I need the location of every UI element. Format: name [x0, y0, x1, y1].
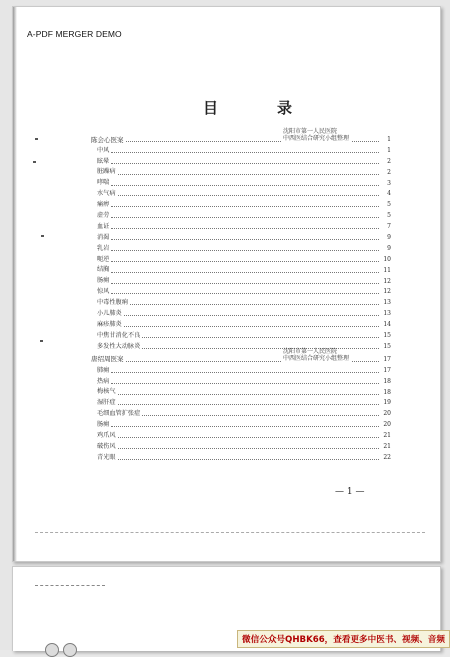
toc-entry-row[interactable] — [91, 208, 391, 219]
toc-page-number: 15 — [383, 342, 391, 350]
dot-leader — [118, 394, 379, 395]
toc-label: 脏躁病 — [97, 168, 116, 176]
dot-leader — [118, 459, 379, 460]
organization-line: 中西医结合研究小组整理 — [283, 354, 350, 362]
toc-page-number: 13 — [383, 310, 391, 318]
binding-shadow — [13, 7, 17, 561]
toc-label: 哮喘 — [97, 179, 110, 187]
scan-artifact-line — [35, 532, 425, 533]
toc-label: 肠痈 — [97, 277, 110, 285]
promo-banner: 微信公众号QHBK66，查看更多中医书、视频、音频 — [237, 630, 450, 648]
toc-label: 麻疹肺炎 — [97, 320, 122, 328]
dot-leader — [118, 404, 379, 405]
toc-section-row[interactable] — [91, 347, 391, 364]
toc-entry-row[interactable] — [91, 187, 391, 198]
scan-artifact-line — [35, 585, 105, 586]
toc-entry-row[interactable] — [91, 385, 391, 396]
toc-entry-row[interactable] — [91, 406, 391, 417]
nav-circle-icon[interactable] — [63, 643, 77, 657]
toc-entry-row[interactable] — [91, 230, 391, 241]
dot-leader — [111, 261, 379, 262]
dot-leader — [111, 283, 379, 284]
dot-leader — [111, 426, 379, 427]
toc-page-number: 22 — [383, 453, 391, 461]
toc-page-number: 12 — [383, 277, 391, 285]
toc-entry-row[interactable] — [91, 197, 391, 208]
toc-label: 痛痹 — [97, 201, 110, 209]
toc-label: 呃逆 — [97, 255, 110, 263]
dot-leader — [111, 272, 379, 273]
dot-leader — [111, 293, 379, 294]
dot-leader — [111, 228, 379, 229]
toc-entry-row[interactable] — [91, 374, 391, 385]
toc-label: 梅核气 — [97, 388, 116, 396]
toc-title: 目 录 — [203, 99, 315, 117]
toc-entry-row[interactable] — [91, 417, 391, 428]
page-number: — 1 — — [335, 487, 365, 497]
toc-label: 肺痈 — [97, 366, 110, 374]
toc-label: 中毒性腹痢 — [97, 299, 128, 307]
toc-page-number: 20 — [383, 421, 391, 429]
toc-entry-row[interactable] — [91, 263, 391, 274]
dot-leader — [111, 217, 379, 218]
toc-page-number: 2 — [387, 157, 391, 165]
toc-label: 毛细血管扩张症 — [97, 410, 141, 418]
organization-line: 沈阳市第一人民医院 — [283, 347, 338, 355]
toc-label: 破伤风 — [97, 442, 116, 450]
dot-leader — [142, 415, 379, 416]
toc-label: 多发性大动脉炎 — [97, 342, 141, 350]
toc-entry-row[interactable] — [91, 274, 391, 285]
toc-label: 湿肝症 — [97, 399, 116, 407]
toc-page-number: 7 — [387, 223, 391, 231]
dot-leader — [124, 326, 379, 327]
dot-leader — [111, 185, 379, 186]
toc-page-number: 5 — [387, 212, 391, 220]
dot-leader — [118, 174, 379, 175]
dot-leader — [118, 448, 379, 449]
document-page — [12, 6, 441, 562]
dot-leader — [111, 206, 379, 207]
dot-leader — [124, 315, 379, 316]
dot-leader — [111, 372, 379, 373]
toc-label: 鸡爪风 — [97, 431, 116, 439]
toc-organization — [281, 349, 351, 363]
toc-label: 结胸 — [97, 266, 110, 274]
toc-page-number: 20 — [383, 410, 391, 418]
toc-section-row[interactable] — [91, 130, 391, 143]
organization-line: 沈阳市第一人民医院 — [283, 128, 338, 135]
toc-entry-row[interactable] — [91, 439, 391, 450]
dot-leader — [111, 383, 379, 384]
toc-entry-row[interactable] — [91, 176, 391, 187]
toc-entry-row[interactable] — [91, 143, 391, 154]
toc-page-number: 2 — [387, 168, 391, 176]
toc-page-number: 17 — [383, 355, 391, 363]
dot-leader — [130, 304, 379, 305]
toc-label: 唐绍周医案 — [91, 355, 124, 364]
toc-label: 中风 — [97, 146, 110, 154]
toc-page-number: 19 — [383, 399, 391, 407]
toc-page-number: 10 — [383, 255, 391, 263]
toc-label: 乳岩 — [97, 244, 110, 252]
toc-entry-row[interactable] — [91, 450, 391, 461]
toc-label: 眩晕 — [97, 157, 110, 165]
toc-entry-row[interactable] — [91, 306, 391, 317]
toc-page-number: 15 — [383, 332, 391, 340]
dot-leader — [142, 337, 379, 338]
dot-leader — [111, 152, 379, 153]
toc-label: 陈会心医案 — [91, 135, 124, 144]
toc-label: 惊风 — [97, 288, 110, 296]
toc-page-number: 18 — [383, 377, 391, 385]
toc-entry-row[interactable] — [91, 396, 391, 407]
toc-page-number: 4 — [387, 190, 391, 198]
toc-entry-row[interactable] — [91, 428, 391, 439]
dot-leader — [111, 163, 379, 164]
toc-page-number: 3 — [387, 179, 391, 187]
scan-speck — [33, 161, 36, 163]
toc-label: 热病 — [97, 377, 110, 385]
merger-watermark: A-PDF MERGER DEMO — [27, 29, 122, 39]
toc-page-number: 21 — [383, 432, 391, 440]
toc-page-number: 12 — [383, 288, 391, 296]
toc-page-number: 9 — [387, 234, 391, 242]
toc-label: 虚劳 — [97, 212, 110, 220]
toc-page-number: 21 — [383, 443, 391, 451]
scan-speck — [40, 340, 43, 342]
toc-page-number: 1 — [387, 146, 391, 154]
toc-entry-row[interactable] — [91, 363, 391, 374]
toc-entry-row[interactable] — [91, 328, 391, 339]
toc-label: 血证 — [97, 222, 110, 230]
toc-label: 肠痈 — [97, 421, 110, 429]
toc-label: 中焦甘消化不良 — [97, 331, 141, 339]
toc-page-number: 13 — [383, 299, 391, 307]
organization-line: 中西医结合研究小组整理 — [283, 134, 350, 142]
dot-leader — [118, 195, 379, 196]
scan-speck — [35, 138, 38, 140]
toc-page-number: 1 — [387, 136, 391, 143]
toc-page-number: 11 — [383, 266, 391, 274]
toc-page-number: 5 — [387, 201, 391, 209]
toc-label: 水气病 — [97, 190, 116, 198]
table-of-contents — [91, 130, 391, 461]
toc-label: 小儿肺炎 — [97, 310, 122, 318]
toc-label: 消渴 — [97, 233, 110, 241]
toc-entry-row[interactable] — [91, 317, 391, 328]
toc-entry-row[interactable] — [91, 241, 391, 252]
dot-leader — [111, 239, 379, 240]
nav-circle-icon[interactable] — [45, 643, 59, 657]
toc-page-number: 14 — [383, 321, 391, 329]
toc-page-number: 9 — [387, 244, 391, 252]
scan-speck — [41, 235, 44, 237]
toc-page-number: 17 — [383, 366, 391, 374]
toc-label: 青光眼 — [97, 453, 116, 461]
toc-entry-row[interactable] — [91, 154, 391, 165]
toc-organization — [281, 129, 351, 143]
toc-entry-row[interactable] — [91, 295, 391, 306]
dot-leader — [111, 250, 379, 251]
dot-leader — [118, 437, 379, 438]
toc-entry-row[interactable] — [91, 219, 391, 230]
toc-entry-row[interactable] — [91, 252, 391, 263]
toc-page-number: 18 — [383, 388, 391, 396]
toc-entry-row[interactable] — [91, 165, 391, 176]
toc-entry-row[interactable] — [91, 285, 391, 296]
